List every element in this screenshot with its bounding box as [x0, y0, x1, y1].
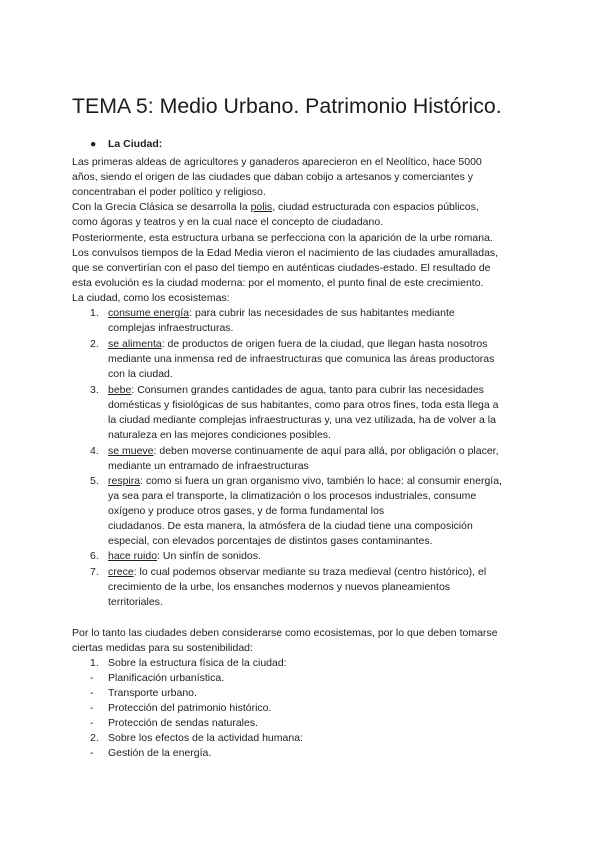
measure-text: Gestión de la energía. [108, 747, 212, 759]
list-item-text: la ciudad mediante complejas infraestructuras y, una vez utilizada, ha de volver a la [108, 414, 496, 426]
measure-marker: - [90, 687, 94, 699]
list-item-text: : lo cual podemos observar mediante su traza medieval (centro histórico), el [133, 566, 487, 578]
list-item-text: con la ciudad. [108, 368, 173, 380]
list-item-text: : Consumen grandes cantidades de agua, tanto para cubrir las necesidades [131, 384, 484, 396]
grecia-line: como ágoras y teatros y en la cual nace el concepto de ciudadano. [72, 216, 384, 228]
measure-marker: - [90, 747, 94, 759]
paragraph-line: que se convertirían con el paso del tiempo en auténticas ciudades-estado. El resultado de [72, 262, 491, 274]
paragraph-line: Los convulsos tiempos de la Edad Media vieron el nacimiento de las ciudades amuralladas, [72, 247, 499, 259]
conclusion-line: Por lo tanto las ciudades deben considerarse como ecosistemas, por lo que deben tomarse [72, 627, 498, 639]
section-heading-text: La Ciudad: [108, 138, 163, 150]
measure-marker: 2. [90, 732, 99, 744]
list-item-term: se alimenta [108, 338, 162, 350]
measure-text: Planificación urbanística. [108, 672, 225, 684]
list-item-text: oxígeno y produce otros gases, y de forma fundamental los [108, 505, 385, 517]
list-item-text: crecimiento de la urbe, los ensanches modernos y nuevos planeamientos [108, 581, 451, 593]
list-item-text: naturaleza en las mejores condiciones posibles. [108, 429, 331, 441]
conclusion-line: ciertas medidas para su sostenibilidad: [72, 642, 253, 654]
list-item-number: 3. [90, 384, 99, 396]
grecia-text: , ciudad estructurada con espacios públicos, [272, 201, 479, 213]
list-item-text: : de productos de origen fuera de la ciudad, que llegan hasta nosotros [161, 338, 488, 350]
measure-text: Protección del patrimonio histórico. [108, 702, 272, 714]
paragraph-line: Posteriormente, esta estructura urbana se perfecciona con la aparición de la urbe romana. [72, 232, 493, 244]
list-item-term: bebe [108, 384, 132, 396]
intro-line: Las primeras aldeas de agricultores y ganaderos aparecieron en el Neolítico, hace 5000 [72, 156, 482, 168]
paragraph-line: esta evolución es la ciudad moderna: por el momento, el punto final de este crecimiento. [72, 277, 484, 289]
measure-marker: - [90, 717, 94, 729]
list-item-number: 7. [90, 566, 99, 578]
measure-marker: - [90, 672, 94, 684]
measure-text: Sobre los efectos de la actividad humana: [108, 732, 303, 744]
list-item-text: domésticas y fisiológicas de sus habitantes, como para otros fines, toda esta llega a [108, 399, 499, 411]
grecia-text: Con la Grecia Clásica se desarrolla la [72, 201, 251, 213]
measure-marker: - [90, 702, 94, 714]
list-item-text: territoriales. [108, 596, 163, 608]
measure-marker: 1. [90, 657, 99, 669]
bullet-icon: ● [90, 138, 97, 150]
measure-text: Transporte urbano. [108, 687, 197, 699]
list-item [108, 306, 455, 320]
grecia-line [72, 200, 479, 214]
page-title: TEMA 5: Medio Urbano. Patrimonio Histórico. [72, 94, 502, 118]
list-item-number: 2. [90, 338, 99, 350]
list-item-term: respira [108, 475, 141, 487]
intro-line: concentraban el poder político y religioso. [72, 186, 266, 198]
list-item-text: especial, con elevados porcentajes de distintos gases contaminantes. [108, 535, 433, 547]
list-item-number: 4. [90, 445, 99, 457]
measure-text: Protección de sendas naturales. [108, 717, 259, 729]
list-item-text: complejas infraestructuras. [108, 322, 234, 334]
list-item [108, 444, 499, 458]
section-heading [90, 137, 162, 151]
list-item-number: 1. [90, 307, 99, 319]
list-item-text: : como si fuera un gran organismo vivo, también lo hace: al consumir energía, [140, 475, 502, 487]
list-item-term: se mueve [108, 445, 154, 457]
list-item [108, 337, 487, 351]
list-item-text: : Un sinfín de sonidos. [157, 550, 261, 562]
list-item-text: : deben moverse continuamente de aquí para allá, por obligación o placer, [153, 445, 499, 457]
intro-line: años, siendo el origen de las ciudades que daban cobijo a artesanos y comerciantes y [72, 171, 474, 183]
measure-text: Sobre la estructura física de la ciudad: [108, 657, 287, 669]
list-item [108, 549, 261, 563]
list-item [108, 474, 502, 488]
list-item-text: ciudadanos. De esta manera, la atmósfera de la ciudad tiene una composición [108, 520, 473, 532]
list-item-number: 6. [90, 550, 99, 562]
polis-term: polis [250, 201, 273, 213]
list-item-text: ya sea para el transporte, la climatización o los procesos industriales, consume [108, 490, 477, 502]
list-item-text: : para cubrir las necesidades de sus habitantes mediante [189, 307, 455, 319]
list-item-text: mediante una inmensa red de infraestructuras que comunica las áreas productoras [108, 353, 495, 365]
list-item [108, 383, 484, 397]
list-item-term: consume energía [108, 307, 190, 319]
list-item-term: hace ruido [108, 550, 158, 562]
list-item-text: mediante un entramado de infraestructuras [108, 460, 309, 472]
list-item-number: 5. [90, 475, 99, 487]
list-item-term: crece [108, 566, 134, 578]
paragraph-line: La ciudad, como los ecosistemas: [72, 292, 230, 304]
list-item [108, 565, 486, 579]
